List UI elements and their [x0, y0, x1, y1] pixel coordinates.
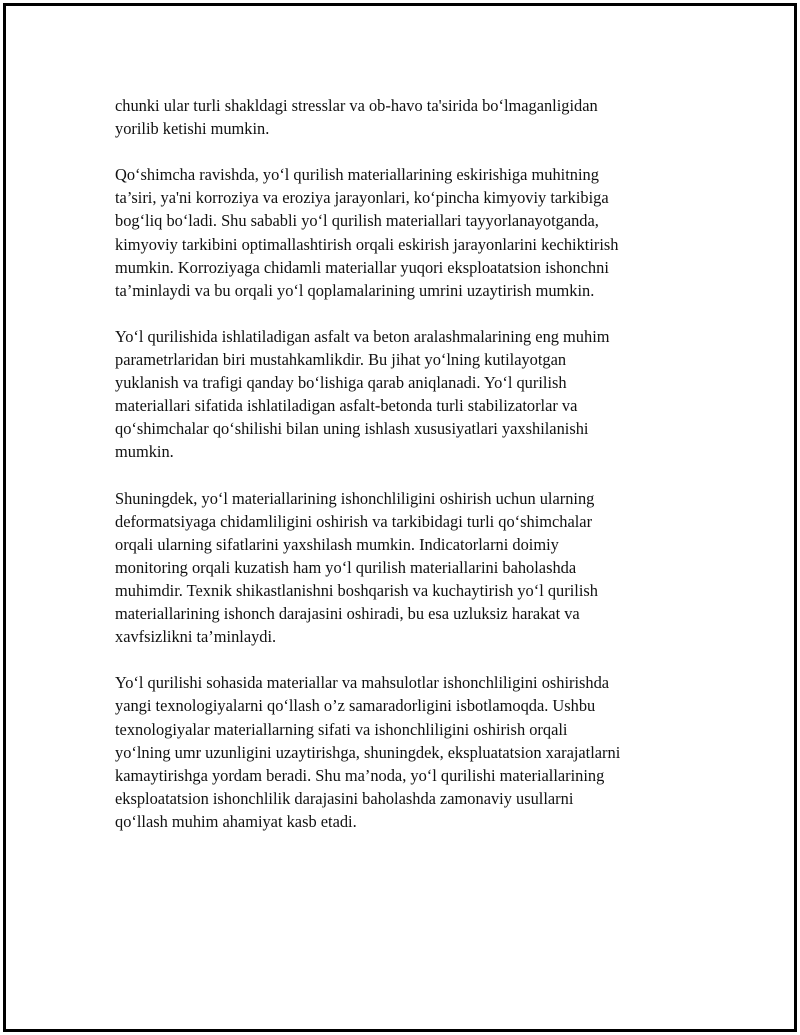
text-line: xavfsizlikni ta’minlaydi. — [115, 627, 277, 647]
text-line: eksploatatsion ishonchlilik darajasini baholashda zamonaviy usullarni — [115, 788, 574, 808]
text-line: orqali ularning sifatlarini yaxshilash mumkin. Indicatorlarni doimiy — [115, 534, 559, 554]
text-line: chunki ular turli shakldagi stresslar va ob-havo ta'sirida bo‘lmaganligidan — [115, 96, 598, 115]
text-line: yorilib ketishi mumkin. — [115, 119, 270, 139]
text-line: qo‘shimchalar qo‘shilishi bilan uning ishlash xususiyatlari yaxshilanishi — [115, 419, 589, 439]
text-line: qo‘llash muhim ahamiyat kasb etadi. — [115, 811, 357, 831]
text-line: deformatsiyaga chidamliligini oshirish va tarkibidagi turli qo‘shimchalar — [115, 511, 593, 531]
text-line: muhimdir. Texnik shikastlanishni boshqarish va kuchaytirish yo‘l qurilish — [115, 580, 598, 600]
text-line: kimyoviy tarkibini optimallashtirish orqali eskirish jarayonlarini kechiktirish — [115, 234, 619, 254]
paragraph-4 — [115, 487, 695, 649]
text-line: monitoring orqali kuzatish ham yo‘l qurilish materiallarini baholashda — [115, 557, 577, 577]
text-line: bog‘liq bo‘ladi. Shu sababli yo‘l qurilish materiallari tayyorlanayotganda, — [115, 211, 599, 231]
paragraph-2 — [115, 163, 695, 302]
text-line: Shuningdek, yo‘l materiallarining ishonchliligini oshirish uchun ularning — [115, 488, 595, 508]
text-line: parametrlaridan biri mustahkamlikdir. Bu jihat yo‘lning kutilayotgan — [115, 350, 567, 370]
document-body — [115, 94, 695, 856]
text-line: materiallarining ishonch darajasini oshiradi, bu esa uzluksiz harakat va — [115, 604, 580, 624]
text-line: mumkin. Korroziyaga chidamli materiallar yuqori ekspl‌oatatsion ishonchni — [115, 257, 609, 277]
text-line: materiallari sifatida ishlatiladigan asfalt-betonda turli stabilizatorlar va — [115, 396, 578, 416]
text-line: kamaytirishga yordam beradi. Shu ma’noda, yo‘l qurilishi materiallarining — [115, 765, 605, 785]
text-line: Yo‘l qurilishi sohasida materiallar va mahsulotlar ishonchliligini oshirishda — [115, 673, 610, 693]
text-line: ta’minlaydi va bu orqali yo‘l qoplamalarining umrini uzaytirish mumkin. — [115, 280, 595, 300]
text-line: yuklanish va trafigi qanday bo‘lishiga qarab aniqlanadi. Yo‘l qurilish — [115, 373, 567, 393]
text-line: texnologiyalar materiallarning sifati va ishonchliligini oshirish orqali — [115, 719, 568, 739]
paragraph-3 — [115, 325, 695, 464]
text-line: Yo‘l qurilishida ishlatiladigan asfalt va beton aralashmalarining eng muhim — [115, 326, 610, 346]
paragraph-5 — [115, 671, 695, 833]
text-line: Qo‘shimcha ravishda, yo‘l qurilish materiallarining eskirishiga muhitning — [115, 165, 599, 185]
text-line: mumkin. — [115, 442, 174, 462]
text-line: yangi texnologiyalarni qo‘llash o’z samaradorligini isbotlamoqda. Ushbu — [115, 696, 596, 716]
text-line: ta’siri, ya'ni korroziya va eroziya jarayonlari, ko‘pincha kimyoviy tarkibiga — [115, 188, 609, 208]
text-line: yo‘lning umr uzunligini uzaytirishga, shuningdek, ekspluatatsion xarajatlarni — [115, 742, 621, 762]
paragraph-1 — [115, 94, 695, 140]
